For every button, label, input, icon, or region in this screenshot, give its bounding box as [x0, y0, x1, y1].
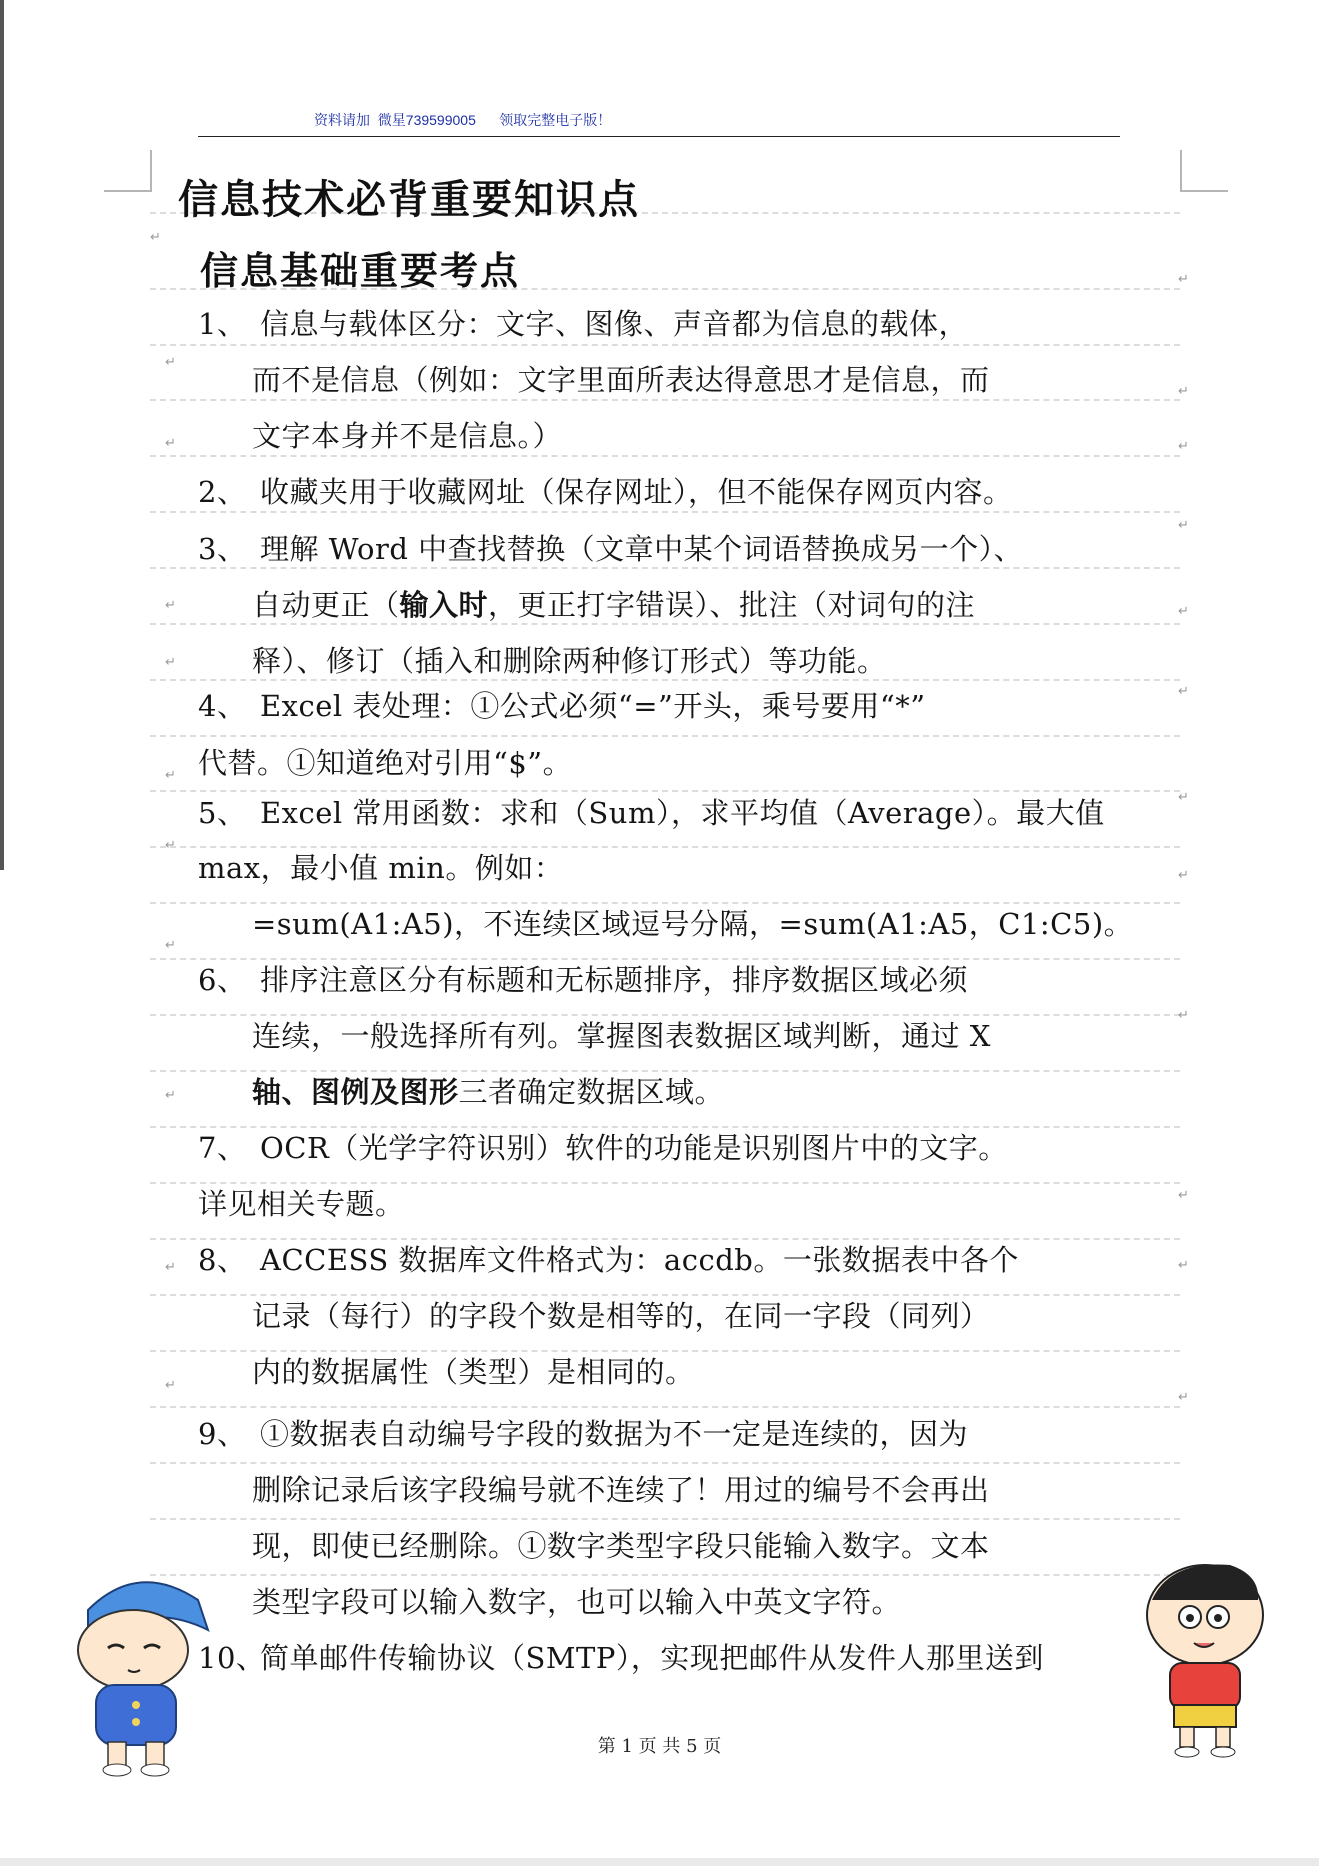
paragraph-mark-icon: ↵ [165, 436, 176, 451]
ruled-line [150, 846, 1180, 848]
item-5-line-2: max，最小值 min。例如： [198, 851, 564, 885]
item-number: 9、 [198, 1417, 247, 1451]
item-6-line-2: 连续，一般选择所有列。掌握图表数据区域判断，通过 X [252, 1019, 991, 1053]
paragraph-mark-icon: ↵ [1178, 384, 1189, 399]
item-6-line-1: 6、 排序注意区分有标题和无标题排序，排序数据区域必须 [198, 963, 969, 997]
ruled-line [150, 623, 1180, 625]
paragraph-mark-icon: ↵ [1178, 1008, 1189, 1023]
item-number: 8、 [198, 1243, 247, 1277]
ruled-line [150, 399, 1180, 401]
paragraph-mark-icon: ↵ [1178, 1390, 1189, 1405]
paragraph-mark-icon: ↵ [165, 938, 176, 953]
document-title: 信息技术必背重要知识点 [178, 176, 640, 223]
ruled-line [150, 511, 1180, 513]
bottom-page-edge [0, 1858, 1319, 1866]
ruled-line [150, 1182, 1180, 1184]
item-number: 1、 [198, 307, 247, 341]
ruled-line [150, 344, 1180, 346]
paragraph-mark-icon: ↵ [165, 598, 176, 613]
ruled-line [150, 958, 1180, 960]
ruled-line [150, 1574, 1180, 1576]
ruled-line [150, 1518, 1180, 1520]
paragraph-mark-icon: ↵ [1178, 868, 1189, 883]
ruled-line [150, 1294, 1180, 1296]
item-3-line-2: 自动更正（输入时，更正打字错误）、批注（对词句的注 [252, 588, 976, 622]
left-page-edge [0, 0, 4, 870]
ruled-line [150, 1462, 1180, 1464]
item-number: 3、 [198, 532, 247, 566]
ruled-line [150, 1238, 1180, 1240]
item-7-line-1: 7、 OCR（光学字符识别）软件的功能是识别图片中的文字。 [198, 1131, 1008, 1165]
item-9-line-4: 类型字段可以输入数字，也可以输入中英文字符。 [252, 1585, 902, 1619]
page-footer: 第 1 页 共 5 页 [597, 1736, 722, 1757]
item-10-line-1: 10、简单邮件传输协议（SMTP），实现把邮件从发件人那里送到 [198, 1641, 1044, 1675]
paragraph-mark-icon: ↵ [1178, 439, 1189, 454]
item-number: 5、 [198, 796, 247, 830]
bold-emphasis: 轴、图例及图形 [252, 1075, 459, 1109]
item-1-line-2: 而不是信息（例如：文字里面所表达得意思才是信息，而 [252, 363, 990, 397]
item-7-line-2: 详见相关专题。 [198, 1187, 405, 1221]
item-number: 7、 [198, 1131, 247, 1165]
paragraph-mark-icon: ↵ [1178, 518, 1189, 533]
paragraph-mark-icon: ↵ [165, 355, 176, 370]
ruled-line [150, 567, 1180, 569]
item-8-line-3: 内的数据属性（类型）是相同的。 [252, 1355, 695, 1389]
ruled-line [150, 455, 1180, 457]
ruled-line [150, 1406, 1180, 1408]
item-9-line-1: 9、 ①数据表自动编号字段的数据为不一定是连续的，因为 [198, 1417, 969, 1451]
item-6-line-3: 轴、图例及图形三者确定数据区域。 [252, 1075, 725, 1109]
item-number: 4、 [198, 689, 247, 723]
paragraph-mark-icon: ↵ [1178, 272, 1189, 287]
bold-emphasis: 输入时 [399, 588, 489, 622]
item-2-line-1: 2、 收藏夹用于收藏网址（保存网址），但不能保存网页内容。 [198, 475, 1013, 509]
item-5-line-1: 5、 Excel 常用函数：求和（Sum），求平均值（Average）。最大值 [198, 796, 1105, 830]
paragraph-mark-icon: ↵ [1178, 1188, 1189, 1203]
ruled-line [150, 735, 1180, 737]
item-5-line-3: =sum(A1:A5)，不连续区域逗号分隔，=sum(A1:A5，C1:C5)。 [252, 907, 1134, 941]
paragraph-mark-icon: ↵ [165, 655, 176, 670]
item-1-line-1: 1、 信息与载体区分：文字、图像、声音都为信息的载体， [198, 307, 969, 341]
margin-corner-mark-left [104, 150, 152, 192]
item-3-line-3: 释）、修订（插入和删除两种修订形式）等功能。 [252, 644, 887, 678]
item-1-line-3: 文字本身并不是信息。） [252, 419, 563, 453]
ruled-line [150, 1070, 1180, 1072]
item-4-line-2: 代替。①知道绝对引用“$”。 [198, 746, 573, 780]
ruled-line [150, 1126, 1180, 1128]
item-8-line-1: 8、 ACCESS 数据库文件格式为：accdb。一张数据表中各个 [198, 1243, 1019, 1277]
item-4-line-1: 4、 Excel 表处理：①公式必须“=”开头，乘号要用“*” [198, 689, 926, 723]
item-number: 2、 [198, 475, 247, 509]
paragraph-mark-icon: ↵ [150, 230, 161, 245]
ruled-line [150, 679, 1180, 681]
paragraph-mark-icon: ↵ [165, 1260, 176, 1275]
item-number: 6、 [198, 963, 247, 997]
header-rule [198, 136, 1120, 137]
paragraph-mark-icon: ↵ [1178, 1258, 1189, 1273]
ruled-line [150, 790, 1180, 792]
paragraph-mark-icon: ↵ [1178, 790, 1189, 805]
ruled-line [150, 902, 1180, 904]
header-note: 资料请加 微星739599005 领取完整电子版！ [314, 112, 612, 128]
paragraph-mark-icon: ↵ [165, 1378, 176, 1393]
item-8-line-2: 记录（每行）的字段个数是相等的，在同一字段（同列） [252, 1299, 990, 1333]
ruled-line [150, 1014, 1180, 1016]
paragraph-mark-icon: ↵ [165, 838, 176, 853]
item-number: 10、 [198, 1641, 266, 1675]
ruled-line [150, 1350, 1180, 1352]
item-9-line-2: 删除记录后该字段编号就不连续了！用过的编号不会再出 [252, 1473, 990, 1507]
paragraph-mark-icon: ↵ [165, 1088, 176, 1103]
item-9-line-3: 现，即使已经删除。①数字类型字段只能输入数字。文本 [252, 1529, 990, 1563]
paragraph-mark-icon: ↵ [1178, 684, 1189, 699]
cartoon-character-right [1130, 1555, 1280, 1760]
margin-corner-mark-right [1180, 150, 1228, 192]
item-3-line-1: 3、 理解 Word 中查找替换（文章中某个词语替换成另一个）、 [198, 532, 1024, 566]
section-title: 信息基础重要考点 [200, 248, 521, 293]
paragraph-mark-icon: ↵ [165, 768, 176, 783]
paragraph-mark-icon: ↵ [1178, 604, 1189, 619]
